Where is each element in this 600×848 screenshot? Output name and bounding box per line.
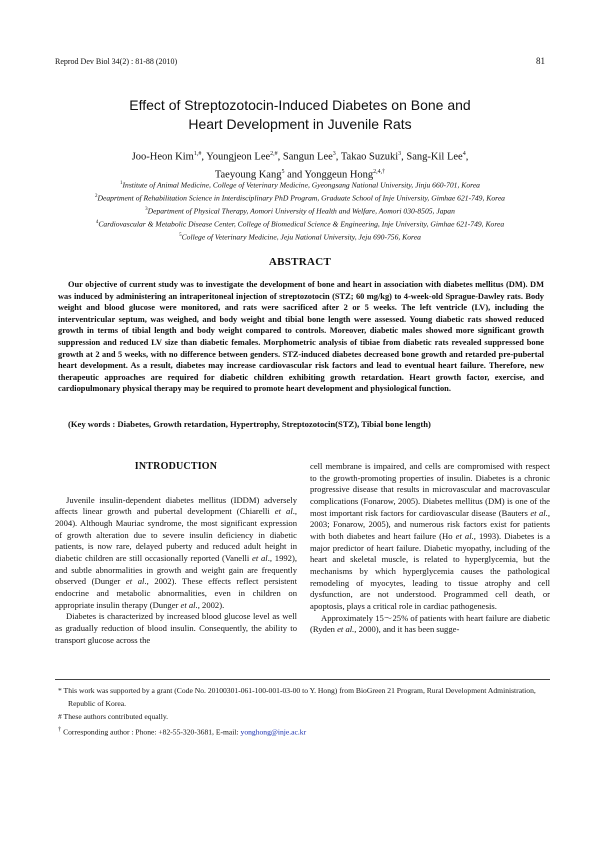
et-al: et al bbox=[125, 576, 145, 587]
footnote-equal-contribution: # These authors contributed equally. bbox=[58, 712, 169, 721]
affiliation bbox=[55, 230, 545, 243]
affiliation-mark: 3 bbox=[145, 206, 148, 212]
paragraph bbox=[310, 461, 550, 613]
et-al: et al. bbox=[455, 530, 474, 541]
author: Joo-Heon Kim bbox=[131, 151, 194, 163]
author-affil-mark: 4 bbox=[462, 151, 466, 157]
text-run: , 1993). Diabetes is a major predictor of heart failure. Diabetic myopathy, including of the heart and skeletal muscle, is related to hyperglycemia, but the mechanisms by which hyperglycemia causes the pathological remodeling of myocytes, leading to tissue atrophy and cell dysfunction, are not understood. Programmed cell death, or apoptosis, plays a critical role in cardiac pathogenesis. bbox=[310, 530, 551, 611]
page-number: 81 bbox=[536, 56, 545, 66]
affiliation-mark: 5 bbox=[179, 232, 182, 238]
author-affil-mark: 3 bbox=[398, 151, 402, 157]
running-head bbox=[55, 57, 545, 66]
affiliation-mark: 2 bbox=[95, 193, 98, 199]
left-column bbox=[55, 461, 297, 646]
text-run: Corresponding author : Phone: +82-55-320-3681, E-mail: bbox=[61, 727, 241, 737]
journal-citation: Reprod Dev Biol 34(2) : 81-88 (2010) bbox=[55, 57, 178, 66]
text-run: ., 2004). Although Mauriac syndrome, the most significant expression of growth alteration due to severe insulin deficiency in diabetic patients, is now rare, delayed puberty and reduced adult height in diabetic children are still occasionally reported (Vanelli bbox=[55, 506, 297, 563]
text-run: , 2002). bbox=[197, 599, 225, 610]
text-run: Approximately 15～25% of patients with heart failure are diabetic (Ryden bbox=[310, 612, 550, 635]
author-separator: , bbox=[277, 151, 283, 163]
author-separator: and bbox=[284, 169, 305, 180]
affiliation-text: Deaprtment of Rehabilitation Science in Interdisciplinary PhD Program, Graduate School of Inje University, Gimhae 621-749, Korea bbox=[97, 193, 505, 203]
affiliation bbox=[55, 178, 545, 191]
affiliation-mark: 4 bbox=[95, 219, 99, 225]
keywords: (Key words : Diabetes, Growth retardation, Hypertrophy, Streptozotocin(STZ), Tibial bone length) bbox=[68, 419, 431, 429]
affiliation-text: Institute of Animal Medicine, College of Veterinary Medicine, Gyeongsang National University, Jinju 660-701, Korea bbox=[122, 180, 480, 190]
author: Sang-Kil Lee bbox=[406, 151, 463, 163]
paragraph bbox=[55, 495, 297, 612]
text-run: ., 1992), and subtle abnormalities in growth and weight gain are frequently observed (Dunger bbox=[55, 552, 297, 587]
text-run: cell membrane is impaired, and cells are compromised with respect to the growth-promoting properties of insulin. Diabetes is a chronic progressive disease that results in microvascular and macrovascular complications (Fonarow, 2005). Diabetes mellitus (DM) is one of the most important risk factors for cardiovascular disease (Bauters bbox=[310, 461, 550, 518]
et-al: et al bbox=[274, 506, 293, 517]
affiliation bbox=[55, 204, 545, 217]
text-run: ., 2002). These effects reflect persistent endocrine and metabolic abnormalities, even in children on appropriate insulin therapy (Dunger bbox=[55, 576, 297, 610]
author-separator: , bbox=[201, 151, 207, 163]
author-affil-mark: 1,# bbox=[193, 151, 202, 157]
et-al: et al. bbox=[180, 599, 198, 610]
author: Taeyoung Kang bbox=[214, 169, 282, 180]
footnote-divider bbox=[55, 679, 550, 680]
text-run: , 2003; Fonarow, 2005), and numerous risk factors exist for patients with both diabetes and heart failure (Ho bbox=[310, 507, 551, 541]
introduction-heading: INTRODUCTION bbox=[134, 461, 218, 472]
author-affil-mark: 3 bbox=[332, 151, 336, 157]
footnote-corresponding bbox=[58, 723, 550, 739]
author-affil-mark: 2,4,† bbox=[373, 168, 386, 175]
author-separator: , bbox=[465, 151, 469, 163]
right-column bbox=[310, 461, 550, 636]
dagger-mark: † bbox=[58, 726, 62, 733]
email-link[interactable]: yonghong@inje.ac.kr bbox=[240, 727, 307, 737]
author-separator: , bbox=[401, 151, 407, 163]
author: Yonggeun Hong bbox=[304, 169, 374, 180]
abstract-text: Our objective of current study was to investigate the development of bone and heart in association with diabetes mellitus (DM). DM was induced by administering an intraperitoneal injection of streptozotocin (STZ; 60 mg/kg) to 4-week-old Sprague-Dawley rats. Body weight and blood glucose were monitored, and rats were sacrificed after 2 or 5 weeks. The left ventricle (LV), including the interventricular septum, was weighed, and body weight and tibial bone length were assessed. Young diabetic rats showed reduced growth in terms of tibial length and body weight compared to controls. Moreover, diabetic males showed more significant growth suppression and reduced LV size than diabetic females. Morphometric analysis of tibiae from diabetic rats revealed suppressed bone growth at 2 and 5 weeks, with no difference between genders. STZ-induced diabetes decreased bone growth and retarded pre-pubertal heart development. As a result, diabetes may increase cardiovascular risk factors and lead to eventual heart failure. Therefore, new therapeutic approaches are required for diabetic children exhibiting growth retardation. Heart growth factor, exercise, and cardiopulmonary physical therapy may be required to promote heart development and physiological function. bbox=[58, 280, 544, 394]
affiliation-mark: 1 bbox=[120, 181, 123, 186]
author: Sangun Lee bbox=[282, 151, 333, 163]
paper-title bbox=[60, 96, 540, 134]
text-run: , 2000), and it has been sugge- bbox=[354, 624, 460, 635]
text-run: Juvenile insulin-dependent diabetes mellitus (IDDM) adversely affects linear growth and pubertal development (Chiarelli bbox=[55, 494, 297, 517]
author-affil-mark: 2,# bbox=[270, 151, 278, 157]
footnotes bbox=[58, 684, 550, 739]
affiliation-text: College of Veterinary Medicine, Jeju National University, Jeju 690-756, Korea bbox=[181, 232, 421, 242]
title-line-1: Effect of Streptozotocin-Induced Diabetes on Bone and bbox=[129, 97, 471, 113]
et-al: et al. bbox=[530, 507, 548, 518]
author: Youngjeon Lee bbox=[206, 151, 271, 163]
et-al: et al. bbox=[337, 624, 355, 635]
footnote-grant: * This work was supported by a grant (Code No. 20100301-061-100-001-03-00 to Y. Hong) from BioGreen 21 Program, Rural Development Administration, Republic of Korea. bbox=[58, 686, 536, 708]
paragraph bbox=[310, 613, 550, 636]
paragraph bbox=[55, 611, 297, 646]
et-al: et al bbox=[252, 552, 268, 563]
affiliation bbox=[55, 217, 545, 230]
author: Takao Suzuki bbox=[340, 151, 399, 163]
affiliation bbox=[55, 191, 545, 204]
affiliation-list bbox=[55, 178, 545, 243]
affiliation-text: Department of Physical Therapy, Aomori University of Health and Welfare, Aomori 030-8505, Japan bbox=[147, 206, 455, 216]
affiliation-text: Cardiovascular & Metabolic Disease Center, College of Biomedical Science & Engineering, Inje University, Gimhae 621-749, Korea bbox=[98, 219, 505, 229]
author-affil-mark: 5 bbox=[281, 168, 285, 175]
author-list bbox=[70, 147, 530, 182]
author-separator: , bbox=[335, 151, 341, 163]
text-run: Diabetes is characterized by increased blood glucose level as well as gradually reduction of blood insulin. Consequently, the ability to transport glucose across the bbox=[55, 611, 297, 645]
abstract-heading: ABSTRACT bbox=[268, 256, 332, 268]
title-line-2: Heart Development in Juvenile Rats bbox=[188, 116, 412, 132]
